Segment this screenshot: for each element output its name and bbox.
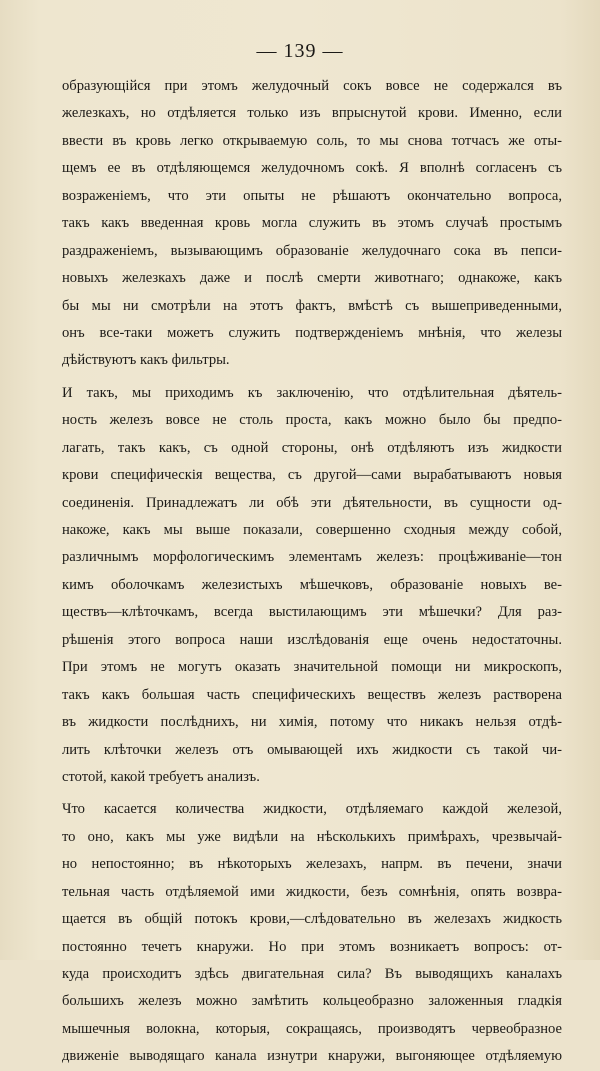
text-line: лить клѣточки железъ отъ омывающей ихъ жидкости съ такой чи-: [62, 741, 562, 758]
text-line: кимъ оболочкамъ железистыхъ мѣшечковъ, образованіе новыхъ ве-: [62, 576, 562, 593]
text-line: стотой, какой требуетъ анализъ.: [62, 768, 260, 785]
text-line: Что касается количества жидкости, отдѣляемаго каждой железой,: [62, 801, 562, 818]
text-line: различнымъ морфологическимъ элементамъ железъ: процѣживаніе—тон: [62, 549, 562, 566]
text-line: бы мы ни смотрѣли на этотъ фактъ, вмѣстѣ съ вышеприведенными,: [62, 297, 562, 314]
text-line: то оно, какъ мы уже видѣли на нѣсколькихъ примѣрахъ, чрезвычай-: [62, 828, 562, 845]
text-line: онъ все-таки можетъ служить подтвержденіемъ мнѣнія, что железы: [62, 324, 562, 341]
text-line: лагать, такъ какъ, съ одной стороны, онѣ отдѣляютъ изъ жидкости: [62, 439, 562, 456]
text-line: возраженіемъ, что эти опыты не рѣшаютъ окончательно вопроса,: [62, 187, 562, 204]
text-line: железкахъ, но отдѣляется только изъ впрыснутой крови. Именно, если: [62, 105, 562, 122]
text-line: въ жидкости послѣднихъ, ни химія, потому что никакъ нельзя отдѣ-: [62, 714, 562, 731]
text-line: но непостоянно; въ нѣкоторыхъ железахъ, напрм. въ печени, значи: [62, 856, 562, 873]
text-line: образующійся при этомъ желудочный сокъ вовсе не содержался въ: [62, 78, 562, 94]
text-line: ввести въ кровь легко открываемую соль, то мы снова тотчасъ же оты-: [62, 132, 562, 149]
text-line: мышечныя волокна, которыя, сокращаясь, производятъ червеобразное: [62, 1020, 562, 1037]
text-line: При этомъ не могутъ оказать значительной помощи ни микроскопъ,: [62, 659, 562, 676]
text-line: ществъ—клѣточкамъ, всегда выстилающимъ эти мѣшечки? Для раз-: [62, 604, 562, 621]
text-line: щается въ общій потокъ крови,—слѣдовательно въ железахъ жидкость: [62, 911, 562, 928]
text-line: раздраженіемъ, вызывающимъ образованіе желудочнаго сока въ пепси-: [62, 242, 562, 259]
text-line: соединенія. Принадлежатъ ли обѣ эти дѣятельности, въ сущности од-: [62, 494, 562, 511]
text-line: куда происходитъ здѣсь двигательная сила? Въ выводящихъ каналахъ: [62, 966, 562, 982]
text-line: щемъ ее въ отдѣляющемся желудочномъ сокѣ. Я вполнѣ согласенъ съ: [62, 160, 562, 177]
page-number: — 139 —: [256, 40, 344, 62]
body-text: [62, 73, 562, 1071]
text-line: крови специфическія вещества, съ другой—сами вырабатываютъ новыя: [62, 467, 562, 484]
text-line: новыхъ железкахъ даже и послѣ смерти животнаго; однакоже, какъ: [62, 270, 562, 287]
text-line: накоже, какъ мы выше показали, совершенно сходныя между собой,: [62, 522, 562, 538]
text-line: И такъ, мы приходимъ къ заключенію, что отдѣлительная дѣятель-: [62, 384, 562, 401]
paragraph: [62, 796, 562, 1070]
text-line: ность железъ вовсе не столь проста, какъ можно было бы предпо-: [62, 412, 562, 429]
text-line: такъ какъ введенная кровь могла служить въ этомъ случаѣ простымъ: [62, 215, 562, 232]
text-line: дѣйствуютъ какъ фильтры.: [62, 352, 230, 369]
text-line: постоянно течетъ кнаружи. Но при этомъ возникаетъ вопросъ: от-: [62, 938, 562, 955]
text-line: такъ какъ большая часть специфическихъ веществъ железъ растворена: [62, 686, 562, 703]
text-line: рѣшенія этого вопроса наши изслѣдованія еще очень недостаточны.: [62, 631, 562, 648]
paragraph: [62, 380, 562, 792]
text-line: тельная часть отдѣляемой ими жидкости, безъ сомнѣнія, опять возвра-: [62, 883, 562, 900]
text-line: движеніе выводящаго канала изнутри кнаружи, выгоняющее отдѣляемую: [62, 1048, 562, 1065]
paragraph: [62, 73, 562, 375]
text-line: большихъ железъ можно замѣтить кольцеобразно заложенныя гладкія: [62, 993, 562, 1010]
